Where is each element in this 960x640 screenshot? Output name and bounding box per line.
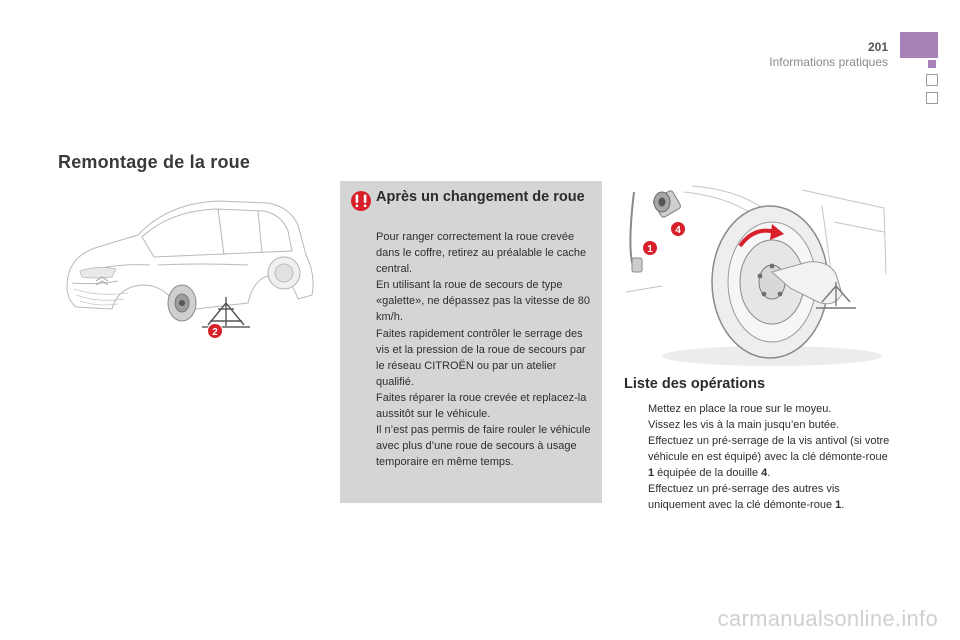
warning-paragraph: Faites rapidement contrôler le serrage des vis et la pression de la roue de secours par le réseau CITROËN ou par un atelier qualifié. <box>376 327 586 388</box>
wheel-callout-4: 4 <box>675 225 681 236</box>
list-item <box>624 401 894 417</box>
warning-body <box>376 229 596 470</box>
list-item-text: équipée de la douille <box>654 467 759 479</box>
section-box-1[interactable] <box>926 74 938 86</box>
warning-paragraph: Pour ranger correctement la roue crevée dans le coffre, retirez au préalable le cache central. <box>376 231 587 276</box>
list-item-text: . <box>767 467 771 479</box>
warning-paragraph: Faites réparer la roue crevée et replacez-la aussitôt sur le véhicule. <box>376 391 587 421</box>
section-name: Informations pratiques <box>769 55 888 69</box>
warning-exclamation-icon <box>350 190 372 212</box>
list-item <box>624 433 894 481</box>
car-callout-2: 2 <box>212 327 218 338</box>
section-tab-marker <box>928 60 936 68</box>
list-item-ref: 1 <box>648 467 655 479</box>
wheel-illustration <box>622 182 888 368</box>
warning-paragraph: Il n’est pas permis de faire rouler le véhicule avec plus d’une roue de secours à usage temporaire en même temps. <box>376 424 591 469</box>
page-title: Remontage de la roue <box>58 152 251 172</box>
operations-title: Liste des opérations <box>624 376 766 392</box>
operations-list <box>624 401 894 513</box>
footer-watermark[interactable]: carmanualsonline.info <box>717 606 938 631</box>
list-item-ref: 1 <box>835 499 842 511</box>
list-item-ref: 4 <box>761 467 768 479</box>
car-illustration <box>58 185 328 355</box>
warning-paragraph: En utilisant la roue de secours de type «galette», ne dépassez pas la vitesse de 80 km/h. <box>376 279 591 324</box>
list-item <box>624 417 894 433</box>
list-item-text: Effectuez un pré-serrage des autres vis uniquement avec la clé démonte-roue <box>648 483 840 511</box>
page-number: 201 <box>867 40 888 54</box>
list-item-text: Vissez les vis à la main jusqu’en butée. <box>648 419 840 431</box>
section-box-2[interactable] <box>926 92 938 104</box>
list-item-text: . <box>841 499 845 511</box>
wheel-callout-1: 1 <box>647 244 653 255</box>
list-item <box>624 481 894 513</box>
warning-title: Après un changement de roue <box>376 189 585 205</box>
list-item-text: Effectuez un pré-serrage de la vis antivol (si votre véhicule en est équipé) avec la clé démonte-roue <box>648 435 890 463</box>
section-tab[interactable] <box>900 32 938 58</box>
list-item-text: Mettez en place la roue sur le moyeu. <box>648 403 832 415</box>
